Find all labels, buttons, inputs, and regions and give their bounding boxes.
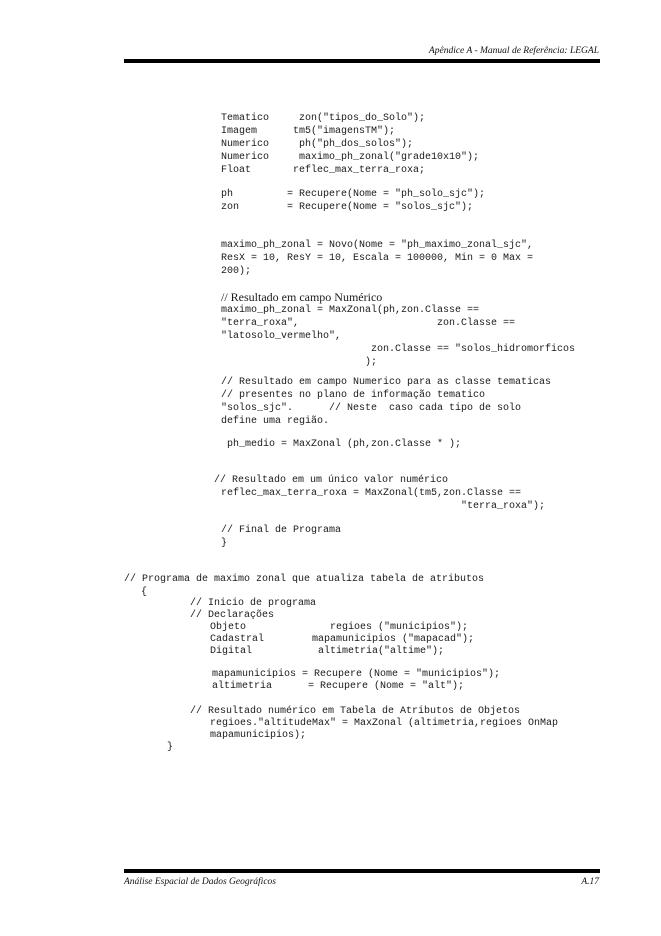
code-line: altimetria = Recupere (Nome = "alt"); [212,681,465,692]
code-line: mapamunicipios); [210,730,307,741]
footer-title: Análise Espacial de Dados Geográficos [124,877,276,887]
code-line: // Final de Programa [221,525,342,536]
code-line: "solos_sjc". // Neste caso cada tipo de solo [221,403,522,414]
code-line: 200); [221,266,252,277]
footer-rule [124,869,600,873]
code-line: ph = Recupere(Nome = "ph_solo_sjc"); [221,189,486,200]
code-line: maximo_ph_zonal = Novo(Nome = "ph_maximo_zonal_sjc", [221,240,534,251]
code-line: Numerico maximo_ph_zonal("grade10x10"); [221,152,480,163]
code-line: maximo_ph_zonal = MaxZonal(ph,zon.Classe == [221,305,480,316]
code-line: Digital altimetria("altime"); [210,646,445,657]
code-line: } [167,742,174,753]
code-line: "latosolo_vermelho", [221,331,342,342]
code-line: // Resultado em campo Numérico [221,290,383,304]
code-line: } [221,538,228,549]
running-header: Apêndice A - Manual de Referência: LEGAL [428,46,599,56]
code-line: // Inicio de programa [190,598,317,609]
code-line: zon.Classe == "solos_hidromorficos [221,344,576,355]
code-line: Tematico zon("tipos_do_Solo"); [221,113,426,124]
code-line: // Resultado em campo Numerico para as classe tematicas [221,377,552,388]
code-line: zon = Recupere(Nome = "solos_sjc"); [221,202,474,213]
code-line: define uma região. [221,416,330,427]
code-line: "terra_roxa"); [221,501,546,512]
code-line: // Declarações [190,610,275,621]
code-line: mapamunicipios = Recupere (Nome = "municipios"); [212,669,501,680]
code-line: regioes."altitudeMax" = MaxZonal (altimetria,regioes OnMap [210,718,559,729]
code-line: Objeto regioes ("municipios"); [210,622,469,633]
page-number: A.17 [581,877,599,887]
code-line: ResX = 10, ResY = 10, Escala = 100000, Min = 0 Max = [221,253,534,264]
code-line: Cadastral mapamunicipios ("mapacad"); [210,634,475,645]
code-line: Float reflec_max_terra_roxa; [221,165,426,176]
code-line: // Programa de maximo zonal que atualiza tabela de atributos [124,574,485,585]
code-line: Imagem tm5("imagensTM"); [221,126,396,137]
code-line: Numerico ph("ph_dos_solos"); [221,139,414,150]
code-line: { [141,587,148,598]
code-line: reflec_max_terra_roxa = MaxZonal(tm5,zon.Classe == [221,488,522,499]
code-line: ph_medio = MaxZonal (ph,zon.Classe * ); [221,439,462,450]
code-line: // Resultado em um único valor numérico [214,475,449,486]
code-line: "terra_roxa", zon.Classe == [221,318,516,329]
code-line: // Resultado numérico em Tabela de Atributos de Objetos [190,706,521,717]
header-rule [124,59,600,63]
code-line: ); [221,357,378,368]
code-line: // presentes no plano de informação tematico [221,390,486,401]
